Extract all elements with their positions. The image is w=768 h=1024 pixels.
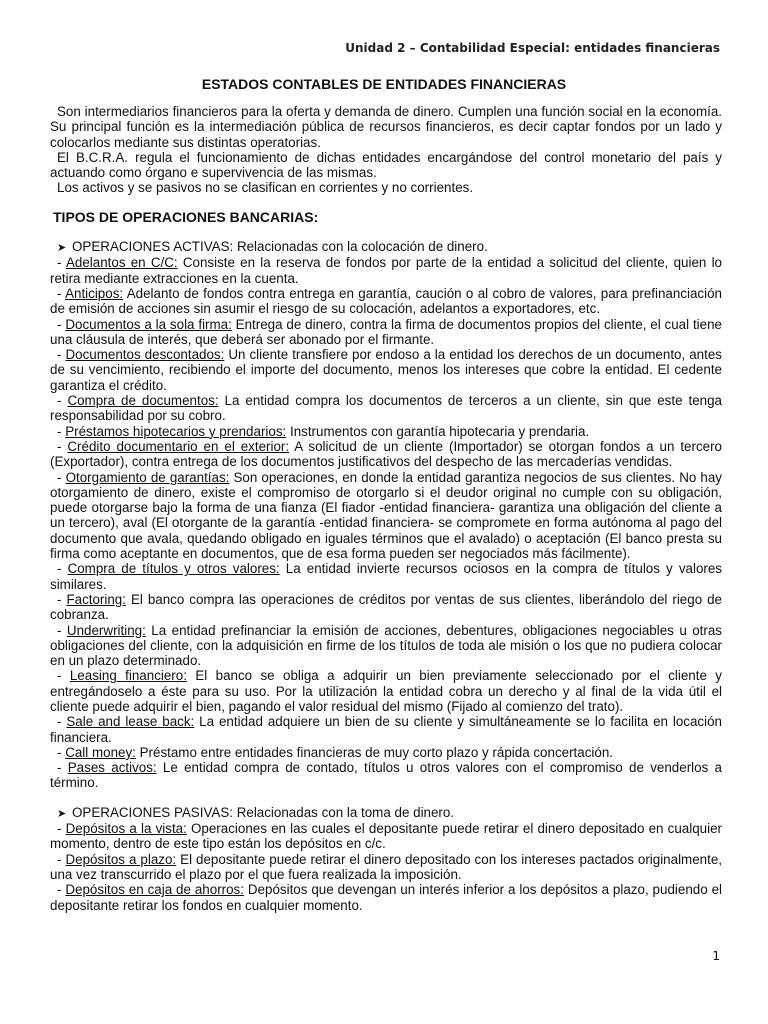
operation-description: Préstamo entre entidades financieras de muy corto plazo y rápida concertación.: [135, 744, 614, 760]
operation-item: - Otorgamiento de garantías: Son operaciones, en donde la entidad garantiza negocios de sus clientes. No hay otorgamiento de dinero, existe el compromiso de otorgarlo si el deudor original no cumple con su obligación, puede otorgarse bajo la forma de una fianza (El fiador -entidad financiera- garantiza una obligación del cliente a un tercero), aval (El otorgante de la garantía -entidad financiera- se compromete en forma autónoma al pago del documento que avala, quedando obligado en iguales términos que el avalado) o aceptación (El banco presta su firma como aceptante en documentos, que de esa forma pueden ser negociados más fácilmente).: [50, 469, 723, 562]
document-body: [50, 104, 722, 913]
operation-term: Depósitos a la vista:: [65, 821, 187, 837]
operation-item: - Anticipos: Adelanto de fondos contra entrega en garantía, caución o al cobro de valores, para prefinanciación de emisión de acciones sin asumir el riesgo de su colocación, adelantos a exportadores, etc.: [50, 285, 722, 317]
operation-description: Entrega de dinero, contra la firma de documentos propios del cliente, el cual tiene una cláusula de interés, que deberá ser abonado por el firmante.: [50, 316, 722, 347]
operation-term: Sale and lease back:: [66, 714, 195, 730]
operation-term: Documentos a la sola firma:: [65, 316, 232, 332]
arrow-bullet-icon: ➤: [57, 241, 67, 255]
operation-description: La entidad adquiere un bien de su cliente y simultáneamente se lo facilita en locación financiera.: [50, 714, 722, 745]
operation-item: - Factoring: El banco compra las operaciones de créditos por ventas de sus clientes, liberándolo del riego de cobranza.: [50, 591, 723, 623]
pasivas-list: [50, 821, 722, 913]
operation-term: Factoring:: [66, 591, 126, 607]
operation-term: Depósitos a plazo:: [65, 851, 177, 867]
operation-item: - Compra de documentos: La entidad compra los documentos de terceros a un cliente, sin que este tenga responsabilidad por su cobro.: [50, 393, 722, 424]
operation-description: Operaciones en las cuales el depositante puede retirar el dinero depositado en cualquier momento, dentro de este tipo están los depósitos en c/c.: [50, 821, 722, 852]
operation-item: - Documentos descontados: Un cliente transfiere por endoso a la entidad los derechos de un documento, antes de su vencimiento, recibiendo el importe del documento, menos los intereses que cobre la entidad. El cedente garantiza el crédito.: [50, 347, 722, 393]
operation-description: La entidad prefinanciar la emisión de acciones, debentures, obligaciones negociables u otras obligaciones del cliente, con la adquisición en firme de los títulos de toda ale misión o los que no pudiera colocar en un plazo determinado.: [50, 622, 722, 669]
section-title: TIPOS DE OPERACIONES BANCARIAS:: [53, 208, 319, 225]
document-title: ESTADOS CONTABLES DE ENTIDADES FINANCIERAS: [201, 76, 567, 92]
operation-description: Le entidad compra de contado, títulos u otros valores con el compromiso de venderlos a término.: [50, 760, 722, 791]
operation-term: Adelantos en C/C:: [65, 255, 178, 271]
operation-description: A solicitud de un cliente (Importador) se otorgan fondos a un tercero (Exportador), contra entrega de los documentos justificativos del despecho de las mercaderías vendidas.: [50, 438, 722, 470]
operation-term: Anticipos:: [65, 285, 124, 301]
operation-item: - Pases activos: Le entidad compra de contado, títulos u otros valores con el compromiso de venderlos a término.: [50, 760, 722, 791]
activas-heading: [50, 239, 722, 255]
operation-description: Un cliente transfiere por endoso a la entidad los derechos de un documento, antes de su vencimiento, recibiendo el importe del documento, menos los intereses que cobre la entidad. El cedente garantiza el crédito.: [50, 347, 722, 393]
operation-item: - Documentos a la sola firma: Entrega de dinero, contra la firma de documentos propios del cliente, el cual tiene una cláusula de interés, que deberá ser abonado por el firmante.: [50, 316, 722, 347]
intro-paragraph: Son intermediarios financieros para la oferta y demanda de dinero. Cumplen una función social en la economía. Su principal función es la intermediación pública de recursos financieros, es decir captar fondos por un lado y colocarlos mediante sus distintas operatorias.: [50, 104, 722, 150]
operation-description: Instrumentos con garantía hipotecaria y prendaria.: [286, 423, 590, 439]
operation-description: Son operaciones, en donde la entidad garantiza negocios de sus clientes. No hay otorgamiento de dinero, existe el compromiso de otorgarlo si el deudor original no cumple con su obligación, puede otorgarse bajo la forma de una fianza (El fiador -entidad financiera- garantiza una obligación del cliente a un tercero), aval (El otorgante de la garantía -entidad financiera- se compromete en forma autónoma al pago del documento que avala, quedando obligado en iguales términos que el avalado) o aceptación (El banco presta su firma como aceptante en documentos, que de esa forma pueden ser negociados más fácilmente).: [50, 469, 723, 562]
operation-item: - Depósitos a plazo: El depositante puede retirar el dinero depositado con los intereses pactados originalmente, una vez transcurrido el plazo por el que fuera realizada la imposición.: [50, 851, 722, 882]
operation-description: El depositante puede retirar el dinero depositado con los intereses pactados originalmente, una vez transcurrido el plazo por el que fuera realizada la imposición.: [50, 851, 722, 882]
operation-description: El banco compra las operaciones de créditos por ventas de sus clientes, liberándolo del riego de cobranza.: [50, 591, 723, 623]
operation-term: Compra de documentos:: [67, 393, 219, 409]
operation-description: La entidad compra los documentos de terceros a un cliente, sin que este tenga responsabilidad por su cobro.: [50, 393, 722, 424]
arrow-bullet-icon: ➤: [57, 806, 67, 820]
operation-item: - Depósitos a la vista: Operaciones en las cuales el depositante puede retirar el dinero depositado en cualquier momento, dentro de este tipo están los depósitos en c/c.: [50, 821, 722, 852]
intro-paragraph: El B.C.R.A. regula el funcionamiento de dichas entidades encargándose del control monetario del país y actuando como órgano e supervivencia de las mismas.: [50, 149, 722, 181]
operation-term: Documentos descontados:: [65, 347, 225, 363]
operation-description: Adelanto de fondos contra entrega en garantía, caución o al cobro de valores, para prefinanciación de emisión de acciones sin asumir el riesgo de su colocación, adelantos a exportadores, etc.: [50, 285, 722, 317]
pasivas-heading-text: OPERACIONES PASIVAS: Relacionadas con la toma de dinero.: [72, 804, 455, 820]
operation-description: Depósitos que devengan un interés inferior a los depósitos a plazo, pudiendo el depositante retirar los fondos en cualquier momento.: [50, 882, 722, 913]
operation-term: Underwriting:: [66, 622, 146, 638]
operation-term: Crédito documentario en el exterior:: [67, 438, 290, 454]
intro-paragraph: Los activos y se pasivos no se clasifican en corrientes y no corrientes.: [57, 180, 474, 196]
operation-item: - Leasing financiero: El banco se obliga a adquirir un bien previamente seleccionado por el cliente y entregándoselo a éste para su uso. Por la utilización la entidad cobra un derecho y al final de la vida útil el cliente puede adquirir el bien, pagando el valor residual del mismo (Fijado al comienzo del trato).: [50, 668, 722, 714]
operation-item: - Adelantos en C/C: Consiste en la reserva de fondos por parte de la entidad a solicitud del cliente, quien lo retira mediante extracciones en la cuenta.: [50, 255, 722, 286]
pasivas-heading: [50, 805, 722, 821]
operation-term: Pases activos:: [67, 760, 157, 776]
operation-item: - Crédito documentario en el exterior: A solicitud de un cliente (Importador) se otorgan fondos a un tercero (Exportador), contra entrega de los documentos justificativos del despecho de las mercaderías vendidas.: [50, 438, 722, 470]
operation-term: Call money:: [65, 744, 136, 760]
operation-description: Consiste en la reserva de fondos por parte de la entidad a solicitud del cliente, quien lo retira mediante extracciones en la cuenta.: [50, 255, 722, 286]
operation-item: - Sale and lease back: La entidad adquiere un bien de su cliente y simultáneamente se lo facilita en locación financiera.: [50, 714, 722, 745]
operation-item: - Compra de títulos y otros valores: La entidad invierte recursos ociosos en la compra de títulos y valores similares.: [50, 561, 723, 592]
activas-heading-text: OPERACIONES ACTIVAS: Relacionadas con la colocación de dinero.: [72, 239, 488, 255]
operation-term: Préstamos hipotecarios y prendarios:: [65, 423, 287, 439]
operation-term: Compra de títulos y otros valores:: [67, 561, 280, 577]
operation-term: Leasing financiero:: [69, 668, 187, 684]
running-header: Unidad 2 – Contabilidad Especial: entidades financieras: [345, 41, 720, 55]
operation-item: - Depósitos en caja de ahorros: Depósitos que devengan un interés inferior a los depósitos a plazo, pudiendo el depositante retirar los fondos en cualquier momento.: [50, 882, 722, 913]
operation-item: - Préstamos hipotecarios y prendarios: Instrumentos con garantía hipotecaria y prendaria.: [57, 423, 590, 439]
activas-list: [50, 255, 722, 790]
operation-item: - Underwriting: La entidad prefinanciar la emisión de acciones, debentures, obligaciones negociables u otras obligaciones del cliente, con la adquisición en firme de los títulos de toda ale misión o los que no pudiera colocar en un plazo determinado.: [50, 622, 722, 669]
operation-term: Otorgamiento de garantías:: [65, 469, 230, 485]
operation-term: Depósitos en caja de ahorros:: [65, 882, 244, 898]
operation-description: La entidad invierte recursos ociosos en la compra de títulos y valores similares.: [50, 561, 723, 592]
operation-description: El banco se obliga a adquirir un bien previamente seleccionado por el cliente y entregándoselo a éste para su uso. Por la utilización la entidad cobra un derecho y al final de la vida útil el cliente puede adquirir el bien, pagando el valor residual del mismo (Fijado al comienzo del trato).: [50, 668, 722, 714]
operation-item: - Call money: Préstamo entre entidades financieras de muy corto plazo y rápida concertación.: [57, 744, 614, 760]
page-number: 1: [712, 949, 720, 963]
